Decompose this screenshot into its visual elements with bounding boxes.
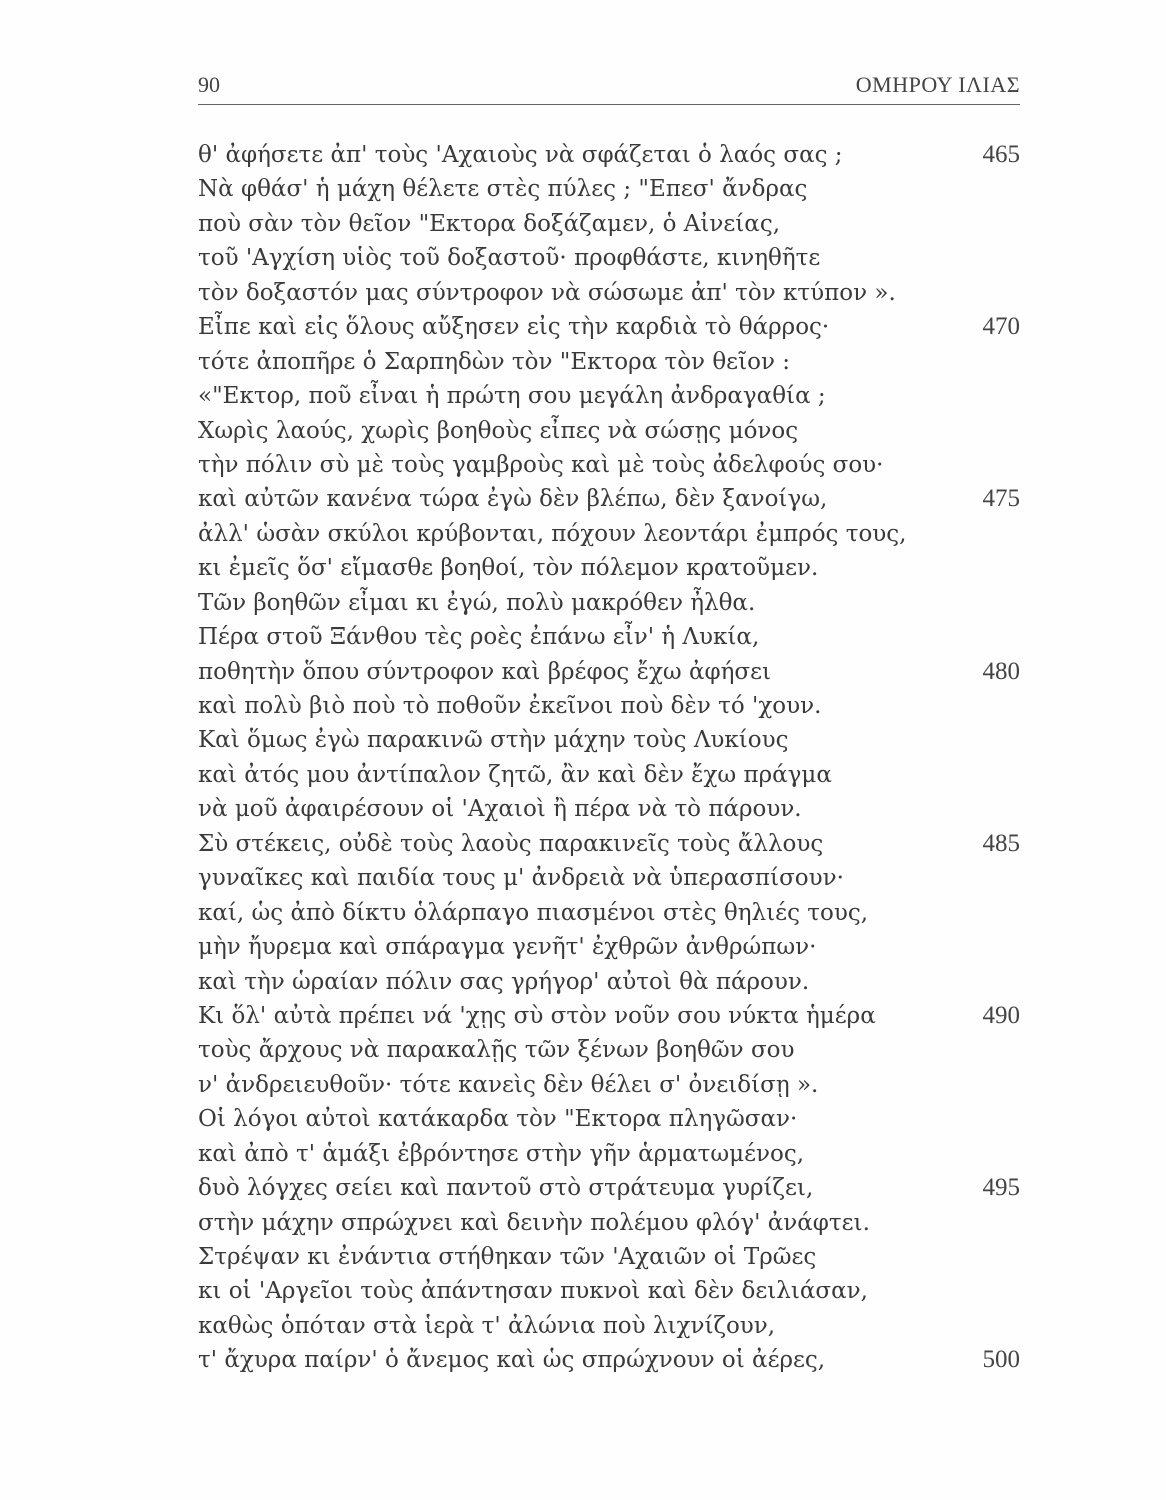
verse-number: 475	[982, 485, 1020, 513]
verse-text: ἀλλ' ὡσὰν σκύλοι κρύβονται, πόχουν λεοντάρι ἐμπρός τους,	[198, 520, 907, 547]
verse-line	[198, 345, 1020, 379]
verse-line	[198, 1343, 1020, 1377]
verse-line	[198, 655, 1020, 689]
verse-line	[198, 551, 1020, 585]
verse-line	[198, 758, 1020, 792]
verse-number: 480	[982, 657, 1020, 685]
verse-line	[198, 379, 1020, 413]
verse-text: μὴν ἤυρεμα καὶ σπάραγμα γενῆτ' ἐχθρῶν ἀνθρώπων·	[198, 934, 817, 961]
verse-line	[198, 1033, 1020, 1067]
verse-text: Χωρὶς λαούς, χωρὶς βοηθοὺς εἶπες νὰ σώσῃς μόνος	[198, 417, 799, 444]
header-rule	[198, 104, 1020, 105]
verse-number: 490	[982, 1001, 1020, 1029]
verse-line	[198, 241, 1020, 275]
verse-line	[198, 965, 1020, 999]
verse-text: καὶ αὐτῶν κανένα τώρα ἐγὼ δὲν βλέπω, δὲν ξανοίγω,	[198, 486, 828, 513]
verse-text: καθὼς ὁπόταν στὰ ἱερὰ τ' ἀλώνια ποὺ λιχνίζουν,	[198, 1312, 776, 1339]
verse-line	[198, 861, 1020, 895]
verse-number: 485	[982, 829, 1020, 857]
verse-line	[198, 207, 1020, 241]
verse-line	[198, 172, 1020, 206]
verse-line	[198, 723, 1020, 757]
verse-text: κι ἐμεῖς ὅσ' εἴμασθε βοηθοί, τὸν πόλεμον κρατοῦμεν.	[198, 555, 819, 582]
verse-line	[198, 896, 1020, 930]
verse-number: 470	[982, 313, 1020, 341]
verse-line	[198, 999, 1020, 1033]
verse-line	[198, 1274, 1020, 1308]
verse-text: τὸν δοξαστόν μας σύντροφον νὰ σώσωμε ἀπ' τὸν κτύπον ».	[198, 279, 896, 306]
verse-text: Κι ὅλ' αὐτὰ πρέπει νά 'χῃς σὺ στὸν νοῦν σου νύκτα ἡμέρα	[198, 1002, 876, 1029]
page-number: 90	[198, 72, 220, 97]
verse-text: δυὸ λόγχες σείει καὶ παντοῦ στὸ στράτευμα γυρίζει,	[198, 1175, 814, 1202]
verse-text: στὴν μάχην σπρώχνει καὶ δεινὴν πολέμου φλόγ' ἀνάφτει.	[198, 1209, 870, 1236]
verse-text: καί, ὡς ἀπὸ δίκτυ ὁλάρπαγο πιασμένοι στὲς θηλιές τους,	[198, 899, 869, 926]
verse-text: καὶ ἀτός μου ἀντίπαλον ζητῶ, ἂν καὶ δὲν ἔχω πράγμα	[198, 761, 832, 788]
verse-line	[198, 1309, 1020, 1343]
verse-text: ποὺ σὰν τὸν θεῖον "Εκτορα δοξάζαμεν, ὁ Αἰνείας,	[198, 210, 781, 237]
verse-text: τότε ἀποπῆρε ὁ Σαρπηδὼν τὸν "Εκτορα τὸν θεῖον :	[198, 348, 791, 375]
verse-text: τὴν πόλιν σὺ μὲ τοὺς γαμβροὺς καὶ μὲ τοὺς ἀδελφούς σου·	[198, 451, 884, 478]
verse-text: Οἱ λόγοι αὐτοὶ κατάκαρδα τὸν "Εκτορα πληγῶσαν·	[198, 1106, 798, 1133]
verse-text: Νὰ φθάσ' ἡ μάχη θέλετε στὲς πύλες ; "Επεσ' ἄνδρας	[198, 176, 808, 203]
verse-line	[198, 827, 1020, 861]
verse-line	[198, 1206, 1020, 1240]
verse-line	[198, 792, 1020, 826]
verse-line	[198, 689, 1020, 723]
verse-line	[198, 414, 1020, 448]
verse-text: ποθητὴν ὅπου σύντροφον καὶ βρέφος ἔχω ἀφήσει	[198, 658, 772, 685]
verse-text: τ' ἄχυρα παίρν' ὁ ἄνεμος καὶ ὡς σπρώχνουν οἱ ἀέρες,	[198, 1347, 826, 1374]
verse-text: θ' ἀφήσετε ἀπ' τοὺς 'Αχαιοὺς νὰ σφάζεται ὁ λαός σας ;	[198, 142, 843, 168]
verse-text: «"Εκτορ, ποῦ εἶναι ἡ πρώτη σου μεγάλη ἀνδραγαθία ;	[198, 383, 826, 410]
verse-line	[198, 276, 1020, 310]
verse-text: καὶ πολὺ βιὸ ποὺ τὸ ποθοῦν ἐκεῖνοι ποὺ δὲν τό 'χουν.	[198, 693, 822, 719]
verse-text: Στρέψαν κι ἐνάντια στήθηκαν τῶν 'Αχαιῶν οἱ Τρῶες	[198, 1244, 817, 1270]
verse-text: κι οἱ 'Αργεῖοι τοὺς ἀπάντησαν πυκνοὶ καὶ δὲν δειλιάσαν,	[198, 1278, 868, 1305]
verse-text: Καὶ ὅμως ἐγὼ παρακινῶ στὴν μάχην τοὺς Λυκίους	[198, 727, 789, 754]
verse-text: τοῦ 'Αγχίση υἱὸς τοῦ δοξαστοῦ· προφθάστε, κινηθῆτε	[198, 245, 821, 272]
verse-line	[198, 1102, 1020, 1136]
verse-line	[198, 930, 1020, 964]
verse-text: καὶ τὴν ὡραίαν πόλιν σας γρήγορ' αὐτοὶ θὰ πάρουν.	[198, 968, 810, 995]
verse-line	[198, 620, 1020, 654]
page-header	[198, 66, 1020, 106]
verse-line	[198, 1171, 1020, 1205]
verse-text: ν' ἀνδρειευθοῦν· τότε κανεὶς δὲν θέλει σ' ὀνειδίσῃ ».	[198, 1071, 819, 1098]
verse-text: τοὺς ἄρχους νὰ παρακαλῇς τῶν ξένων βοηθῶν σου	[198, 1037, 795, 1064]
running-title: ΟΜΗΡΟΥ ΙΛΙΑΣ	[855, 72, 1020, 97]
verse-block	[198, 138, 1020, 1378]
verse-line	[198, 1137, 1020, 1171]
verse-line	[198, 1240, 1020, 1274]
verse-text: καὶ ἀπὸ τ' ἁμάξι ἐβρόντησε στὴν γῆν ἁρματωμένος,	[198, 1140, 805, 1167]
verse-text: νὰ μοῦ ἀφαιρέσουν οἱ 'Αχαιοὶ ἢ πέρα νὰ τὸ πάρουν.	[198, 796, 802, 823]
verse-line	[198, 586, 1020, 620]
verse-text: Εἶπε καὶ εἰς ὅλους αὔξησεν εἰς τὴν καρδιὰ τὸ θάρρος·	[198, 314, 830, 341]
verse-line	[198, 482, 1020, 516]
verse-line	[198, 138, 1020, 172]
verse-number: 465	[982, 141, 1020, 168]
verse-text: Σὺ στέκεις, οὐδὲ τοὺς λαοὺς παρακινεῖς τοὺς ἄλλους	[198, 830, 824, 857]
verse-line	[198, 1068, 1020, 1102]
verse-number: 495	[982, 1174, 1020, 1202]
verse-number: 500	[982, 1346, 1020, 1374]
verse-text: Τῶν βοηθῶν εἶμαι κι ἐγώ, πολὺ μακρόθεν ἦλθα.	[198, 589, 756, 616]
verse-line	[198, 448, 1020, 482]
verse-line	[198, 310, 1020, 344]
verse-line	[198, 517, 1020, 551]
verse-text: Πέρα στοῦ Ξάνθου τὲς ροὲς ἐπάνω εἶν' ἡ Λυκία,	[198, 624, 760, 651]
verse-text: γυναῖκες καὶ παιδία τους μ' ἀνδρειὰ νὰ ὑπερασπίσουν·	[198, 865, 844, 892]
